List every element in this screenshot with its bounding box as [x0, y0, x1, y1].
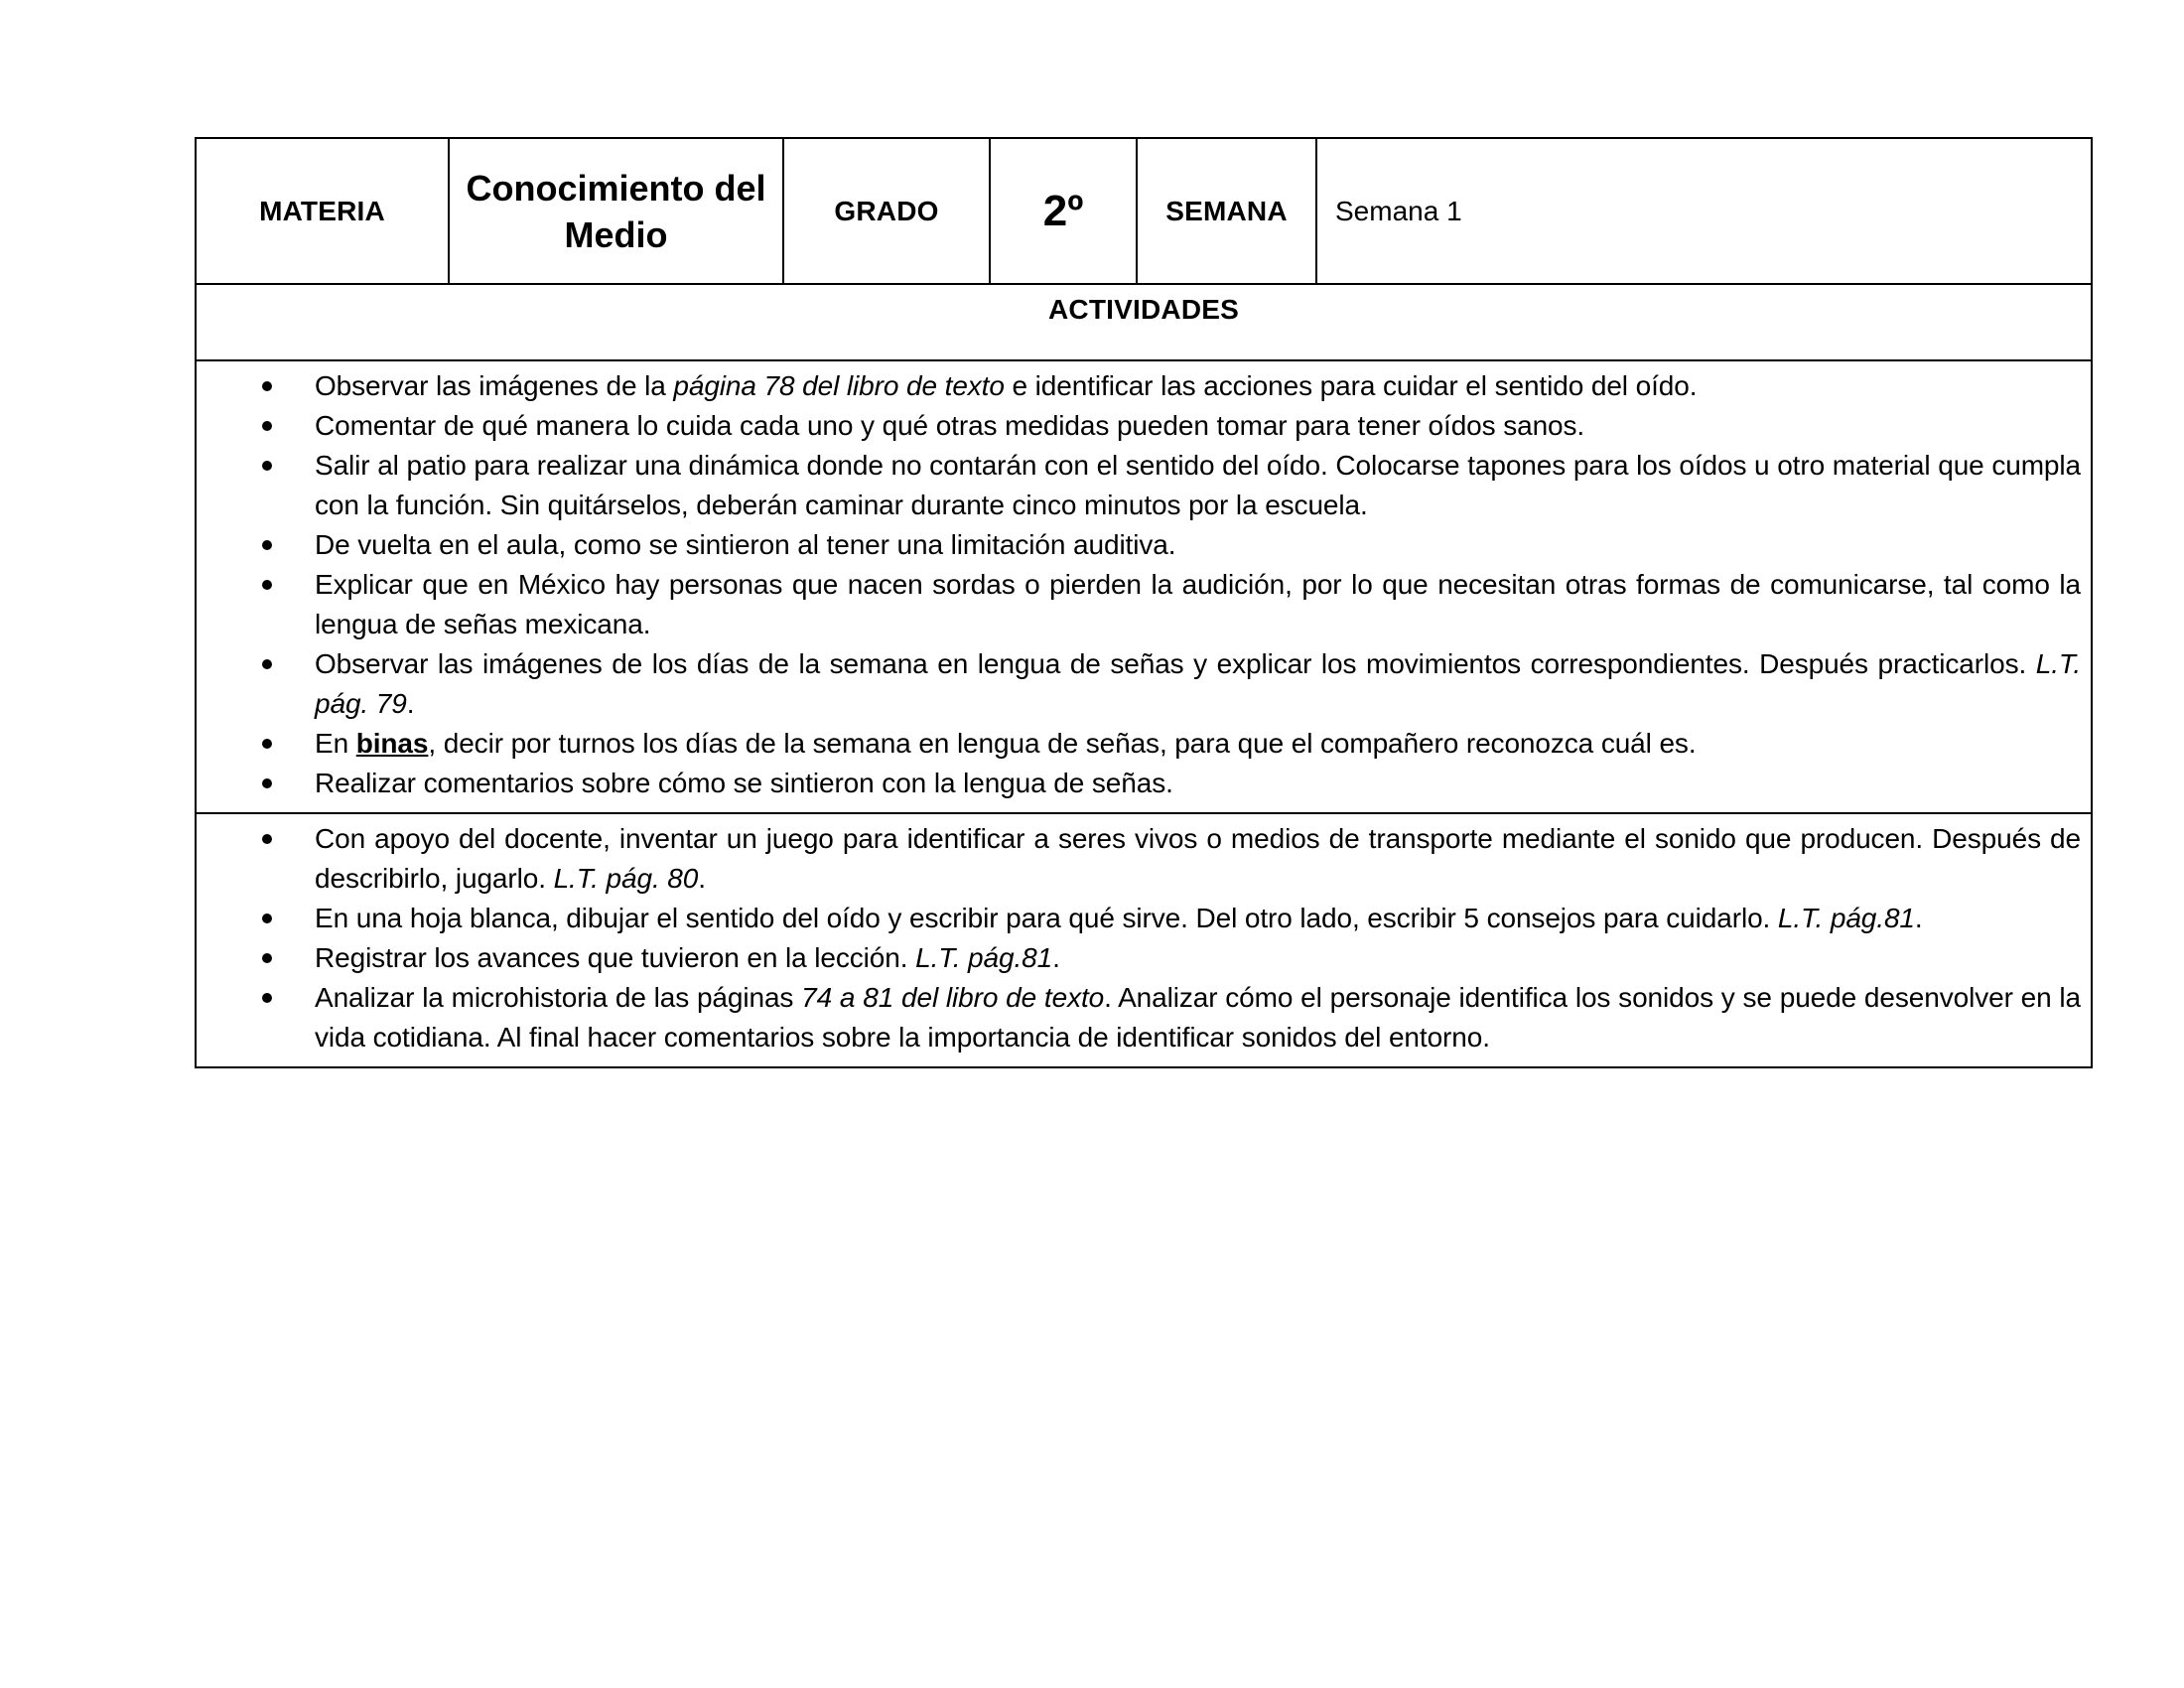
text-segment: e identificar las acciones para cuidar el sentido del oído.: [1004, 370, 1698, 401]
text-segment: Salir al patio para realizar una dinámica donde no contarán con el sentido del oído. Colocarse tapones para los oídos u otro material que cumpla con la función. Sin quitárselos, deberán caminar durante cinco minutos por la escuela.: [315, 450, 2081, 520]
text-segment: Analizar la microhistoria de las páginas: [315, 982, 802, 1013]
activity-item: [197, 724, 2081, 764]
lesson-plan-table: [195, 137, 2093, 1068]
text-segment: . Analizar cómo el personaje identifica los sonidos y se puede desenvolver en la vida cotidiana. Al final hacer comentarios sobre la importancia de identificar sonidos del entorno.: [315, 982, 2082, 1053]
text-segment: binas: [355, 728, 429, 759]
activity-item: [197, 446, 2081, 525]
text-segment: Con apoyo del docente, inventar un juego para identificar a seres vivos o medios de transporte mediante el sonido que producen. Después de describirlo, jugarlo.: [315, 823, 2081, 894]
activity-item: [197, 819, 2081, 899]
activity-item: [197, 366, 2081, 406]
text-segment: página 78 del libro de texto: [673, 370, 1005, 401]
text-segment: , decir por turnos los días de la semana en lengua de señas, para que el compañero reconozca cuál es.: [428, 728, 1697, 759]
activities-title: ACTIVIDADES: [196, 284, 2092, 360]
grado-label: GRADO: [783, 138, 990, 284]
activity-list-2: [197, 819, 2081, 1057]
text-segment: Registrar los avances que tuvieron en la lección.: [315, 942, 916, 973]
text-segment: Explicar que en México hay personas que nacen sordas o pierden la audición, por lo que necesitan otras formas de comunicarse, tal como la lengua de señas mexicana.: [315, 569, 2081, 639]
text-segment: De vuelta en el aula, como se sintieron al tener una limitación auditiva.: [315, 529, 1176, 560]
activities-title-row: [196, 284, 2092, 360]
text-segment: L.T. pág. 80: [553, 863, 699, 894]
activity-item: [197, 978, 2081, 1057]
text-segment: Observar las imágenes de los días de la semana en lengua de señas y explicar los movimientos correspondientes. Después practicarlos.: [315, 648, 2036, 679]
text-segment: .: [698, 863, 706, 894]
text-segment: 74 a 81 del libro de texto: [801, 982, 1105, 1013]
activities-block-2: [196, 813, 2092, 1067]
text-segment: .: [406, 688, 415, 719]
text-segment: Comentar de qué manera lo cuida cada uno y qué otras medidas pueden tomar para tener oídos sanos.: [315, 410, 1585, 441]
activities-block-1: [196, 360, 2092, 813]
text-segment: En: [315, 728, 356, 759]
text-segment: L.T. pág.81: [1777, 903, 1915, 933]
activities-block-1-row: [196, 360, 2092, 813]
text-segment: .: [1914, 903, 1923, 933]
activity-item: [197, 565, 2081, 644]
materia-label: MATERIA: [196, 138, 449, 284]
header-row: [196, 138, 2092, 284]
text-segment: Observar las imágenes de la: [315, 370, 674, 401]
activity-item: [197, 406, 2081, 446]
materia-value: Conocimiento del Medio: [449, 138, 783, 284]
activity-item: [197, 764, 2081, 803]
activity-item: [197, 899, 2081, 938]
activity-item: [197, 644, 2081, 724]
activity-list-1: [197, 366, 2081, 803]
text-segment: L.T. pág.81: [915, 942, 1053, 973]
text-segment: .: [1052, 942, 1060, 973]
semana-value: Semana 1: [1316, 138, 2092, 284]
text-segment: En una hoja blanca, dibujar el sentido del oído y escribir para qué sirve. Del otro lado, escribir 5 consejos para cuidarlo.: [315, 903, 1778, 933]
text-segment: L.T. pág. 79: [315, 648, 2081, 719]
text-segment: Realizar comentarios sobre cómo se sintieron con la lengua de señas.: [315, 768, 1173, 798]
activity-item: [197, 938, 2081, 978]
grado-value: 2º: [990, 138, 1137, 284]
semana-label: SEMANA: [1137, 138, 1316, 284]
activities-block-2-row: [196, 813, 2092, 1067]
activity-item: [197, 525, 2081, 565]
